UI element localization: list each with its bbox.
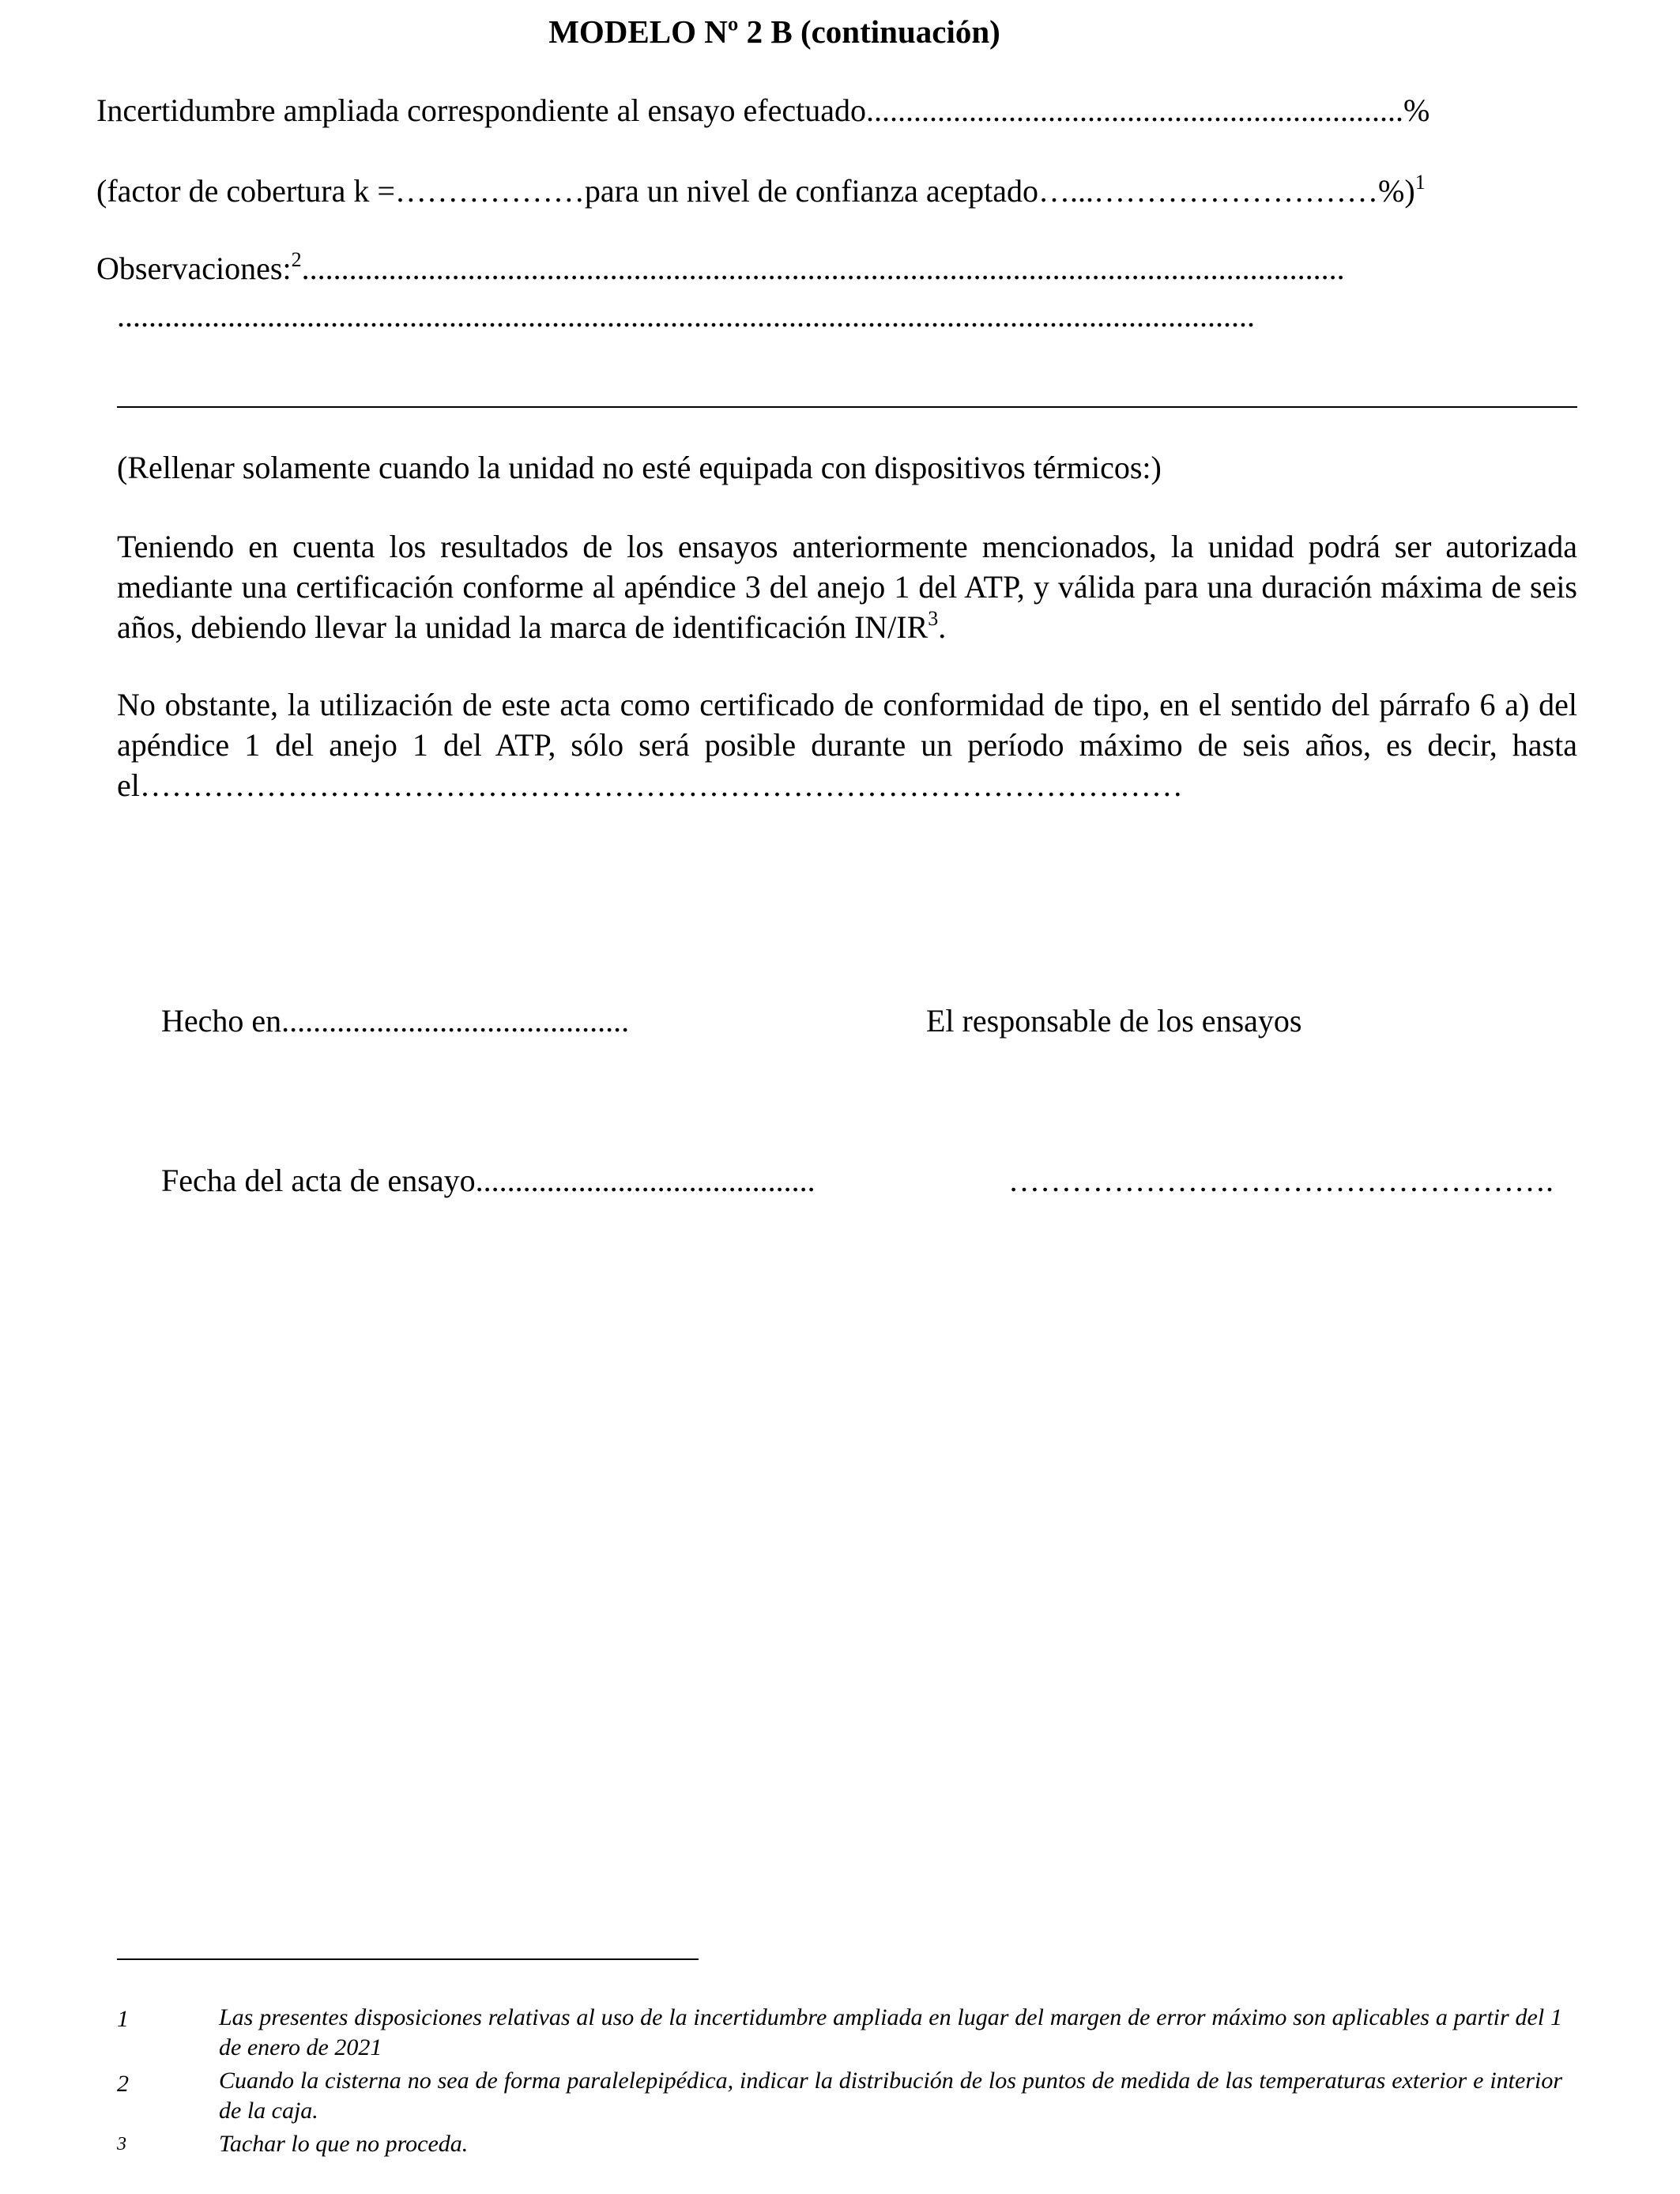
report-date-field: Fecha del acta de ensayo........................................... bbox=[161, 1163, 816, 1198]
footnote-separator bbox=[117, 1958, 699, 1960]
responsible-label: El responsable de los ensayos bbox=[926, 1003, 1302, 1039]
footnote-ref-3: 3 bbox=[928, 607, 939, 630]
footnote-ref-1: 1 bbox=[1414, 171, 1426, 194]
footnote-text: Cuando la cisterna no sea de forma paralelepipédica, indicar la distribución de los puntos de medida de las temperaturas exterior e interior de la caja. bbox=[219, 2068, 1562, 2124]
signature-line: ……………………………………………. bbox=[1008, 1163, 1554, 1198]
coverage-text: (factor de cobertura k =………………para un nivel de confianza aceptado…...………………………%) bbox=[96, 173, 1415, 209]
paragraph-authorization-end: . bbox=[938, 609, 947, 645]
section-divider bbox=[117, 406, 1577, 408]
paragraph-validity: No obstante, la utilización de este acta como certificado de conformidad de tipo, en el sentido del párrafo 6 a) del apéndice 1 del anejo 1 del ATP, sólo será posible durante un período máximo de seis años, es decir, hasta el……………………………………………………………………………………… bbox=[117, 687, 1577, 803]
page-title: MODELO Nº 2 B (continuación) bbox=[548, 13, 1000, 50]
footnote-text: Las presentes disposiciones relativas al uso de la incertidumbre ampliada en lugar del margen de error máximo son aplicables a partir del 1 de enero de 2021 bbox=[219, 2004, 1562, 2060]
observations-dots: .................................................................................................................................... bbox=[301, 251, 1345, 286]
coverage-line bbox=[96, 171, 1426, 212]
footnote-number: 2 bbox=[117, 2071, 129, 2097]
footnote-ref-2: 2 bbox=[291, 248, 302, 271]
observations-line bbox=[96, 248, 1345, 289]
observations-label: Observaciones: bbox=[96, 251, 292, 286]
footnote-text: Tachar lo que no proceda. bbox=[219, 2131, 469, 2157]
paragraph-authorization bbox=[117, 526, 1577, 647]
footnote-number: 1 bbox=[117, 2006, 129, 2032]
paragraph-authorization-text: Teniendo en cuenta los resultados de los ensayos anteriormente mencionados, la unidad podrá ser autorizada mediante una certificación conforme al apéndice 3 del anejo 1 del ATP, y válida para una duración máxima de seis años, debiendo llevar la unidad la marca de identificación IN/IR bbox=[117, 529, 1577, 645]
uncertainty-line: Incertidumbre ampliada correspondiente al ensayo efectuado....................................................................% bbox=[96, 92, 1430, 128]
observations-dots-line-2: ................................................................................................................................................ bbox=[117, 298, 1255, 334]
fill-note: (Rellenar solamente cuando la unidad no esté equipada con dispositivos térmicos:) bbox=[117, 450, 1162, 485]
footnote-number: 3 bbox=[117, 2134, 126, 2154]
made-in-field: Hecho en............................................ bbox=[161, 1003, 630, 1039]
